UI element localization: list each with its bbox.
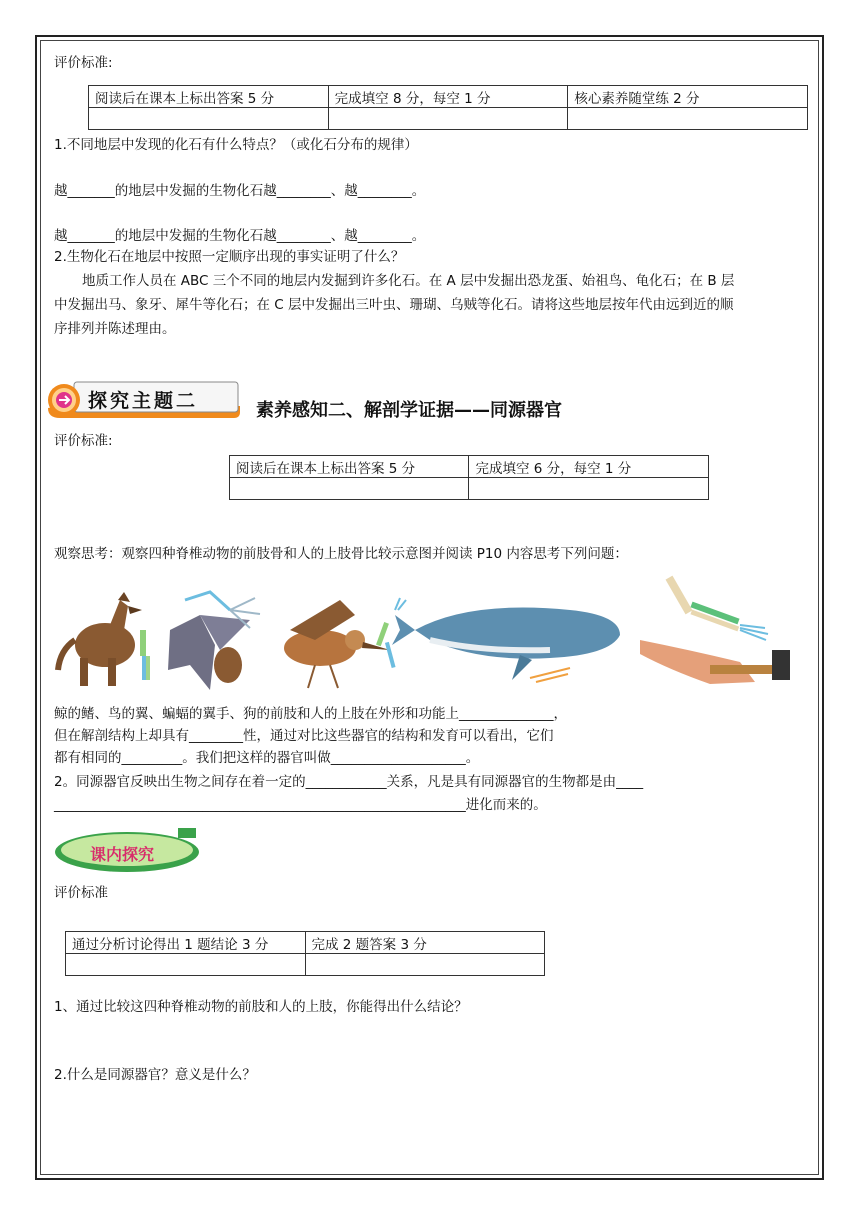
in-class-question-1: 1、通过比较这四种脊椎动物的前肢和人的上肢，你能得出什么结论？ — [54, 999, 468, 1015]
criteria-table-2 — [229, 455, 709, 500]
homologous-organs-figure — [50, 570, 810, 695]
fill-line-2: 越_______的地层中发掘的生物化石越________、越________。 — [54, 228, 426, 244]
criteria-table-3 — [65, 931, 545, 976]
question-2-paragraph-line: 中发掘出马、象牙、犀牛等化石；在 C 层中发掘出三叶虫、珊瑚、乌贼等化石。请将这些地层按年代由远到近的顺 — [54, 297, 734, 313]
score-cell[interactable] — [230, 478, 469, 500]
criteria-cell: 完成填空 6 分，每空 1 分 — [469, 456, 709, 478]
score-cell[interactable] — [89, 108, 329, 130]
bat-illustration — [168, 592, 260, 690]
fill-sentence-line: 鲸的鳍、鸟的翼、蝙蝠的翼手、狗的前肢和人的上肢在外形和功能上______________， — [54, 706, 567, 722]
criteria-label-2: 评价标准: — [54, 433, 113, 449]
score-cell[interactable] — [305, 954, 545, 976]
criteria-cell: 阅读后在课本上标出答案 5 分 — [89, 86, 329, 108]
criteria-label-3: 评价标准 — [54, 885, 108, 901]
badge-text: 课内探究 — [90, 845, 155, 864]
in-class-question-2: 2.什么是同源器官？意义是什么？ — [54, 1067, 256, 1083]
criteria-table-1 — [88, 85, 808, 130]
section-heading: 素养感知二、解剖学证据——同源器官 — [256, 400, 562, 421]
criteria-cell: 完成 2 题答案 3 分 — [305, 932, 545, 954]
banner-text: 探究主题二 — [88, 390, 199, 412]
question-2-title: 2.生物化石在地层中按照一定顺序出现的事实证明了什么？ — [54, 249, 405, 265]
score-cell[interactable] — [469, 478, 709, 500]
criteria-cell: 完成填空 8 分，每空 1 分 — [328, 86, 568, 108]
score-cell[interactable] — [568, 108, 808, 130]
fill-sentence-line: 都有相同的_________。我们把这样的器官叫做____________________。 — [54, 750, 480, 766]
fill-sentence-line: 但在解剖结构上却具有________性，通过对比这些器官的结构和发育可以看出，它们 — [54, 728, 554, 744]
criteria-label-1: 评价标准: — [54, 55, 113, 71]
question-2-line: _____________________________________________________________进化而来的。 — [54, 797, 547, 813]
observe-instruction: 观察思考：观察四种脊椎动物的前肢骨和人的上肢骨比较示意图并阅读 P10 内容思考下列问题： — [54, 546, 628, 562]
question-2-paragraph-line: 地质工作人员在 ABC 三个不同的地层内发掘到许多化石。在 A 层中发掘出恐龙蛋、始祖鸟、龟化石；在 B 层 — [82, 273, 735, 289]
criteria-cell: 通过分析讨论得出 1 题结论 3 分 — [66, 932, 306, 954]
score-cell[interactable] — [328, 108, 568, 130]
fill-line-1: 越_______的地层中发掘的生物化石越________、越________。 — [54, 183, 426, 199]
question-1-title: 1.不同地层中发现的化石有什么特点？（或化石分布的规律） — [54, 137, 418, 153]
whale-illustration — [392, 608, 620, 683]
bird-illustration — [284, 598, 406, 688]
question-2-paragraph-line: 序排列并陈述理由。 — [54, 321, 176, 337]
score-cell[interactable] — [66, 954, 306, 976]
question-2-line: 2。同源器官反映出生物之间存在着一定的____________关系，凡是具有同源器官的生物都是由____ — [54, 774, 644, 790]
criteria-cell: 阅读后在课本上标出答案 5 分 — [230, 456, 469, 478]
criteria-cell: 核心素养随堂练 2 分 — [568, 86, 808, 108]
dog-illustration — [58, 592, 150, 686]
human-arm-illustration — [640, 576, 790, 684]
